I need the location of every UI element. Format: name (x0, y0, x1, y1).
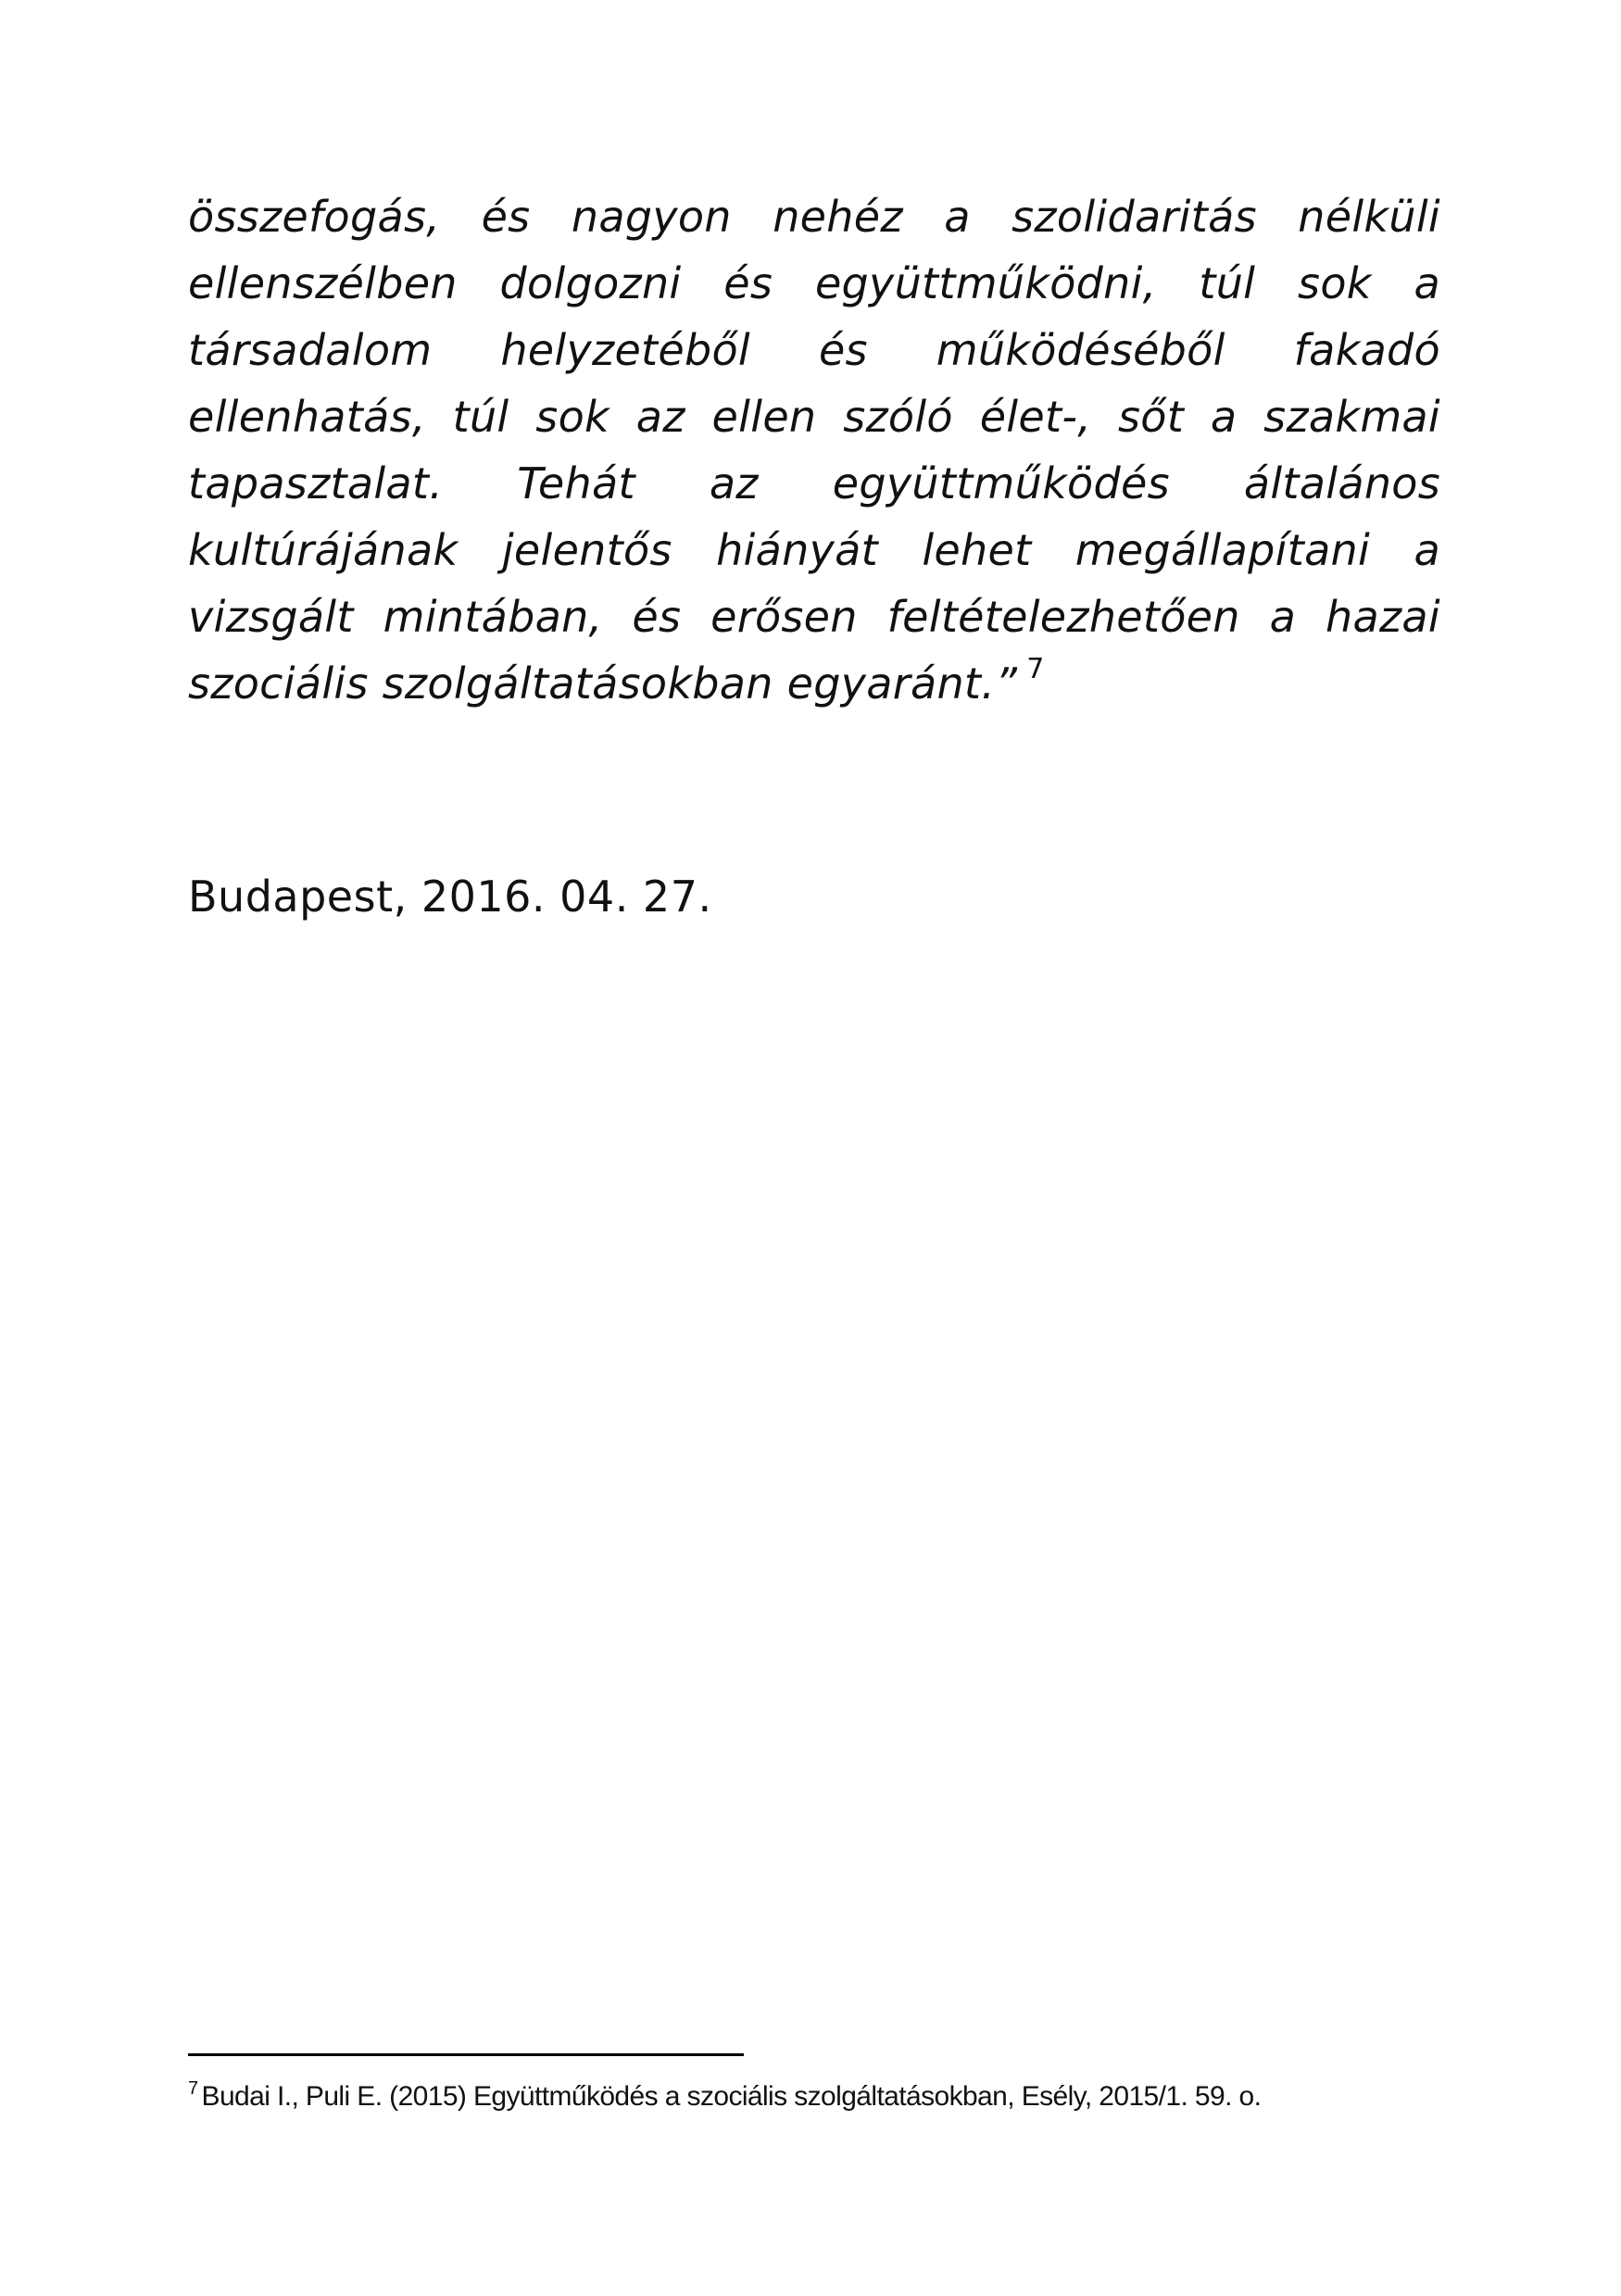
footnote-marker: 7 (188, 2078, 198, 2099)
quote-paragraph (188, 183, 1440, 717)
footnote-reference[interactable]: 7 (1026, 653, 1045, 685)
quote-line-3: társadalom helyzetéből és működéséből fakadó (188, 325, 1440, 375)
quote-line-2: ellenszélben dolgozni és együttműködni, túl sok a (188, 258, 1440, 308)
quote-line-4: ellenhatás, túl sok az ellen szóló élet-, sőt a szakmai (188, 392, 1440, 442)
quote-line-5: tapasztalat. Tehát az együttműködés általános (188, 458, 1440, 508)
quote-line-1: összefogás, és nagyon nehéz a szolidaritás nélküli (188, 192, 1440, 242)
quote-line-8-text: szociális szolgáltatásokban egyaránt.” (188, 659, 1018, 709)
place-and-date: Budapest, 2016. 04. 27. (188, 872, 712, 922)
quote-line-7: vizsgált mintában, és erősen feltételezhetően a hazai (188, 592, 1440, 642)
footnote-text: Budai I., Puli E. (2015) Együttműködés a szociális szolgáltatásokban, Esély, 2015/1. 59. o. (201, 2081, 1262, 2112)
footnote-divider (188, 2053, 744, 2056)
quote-line-6: kultúrájának jelentős hiányát lehet megállapítani a (188, 525, 1440, 575)
quote-line-8 (188, 650, 1440, 717)
footnote (188, 2078, 1261, 2115)
